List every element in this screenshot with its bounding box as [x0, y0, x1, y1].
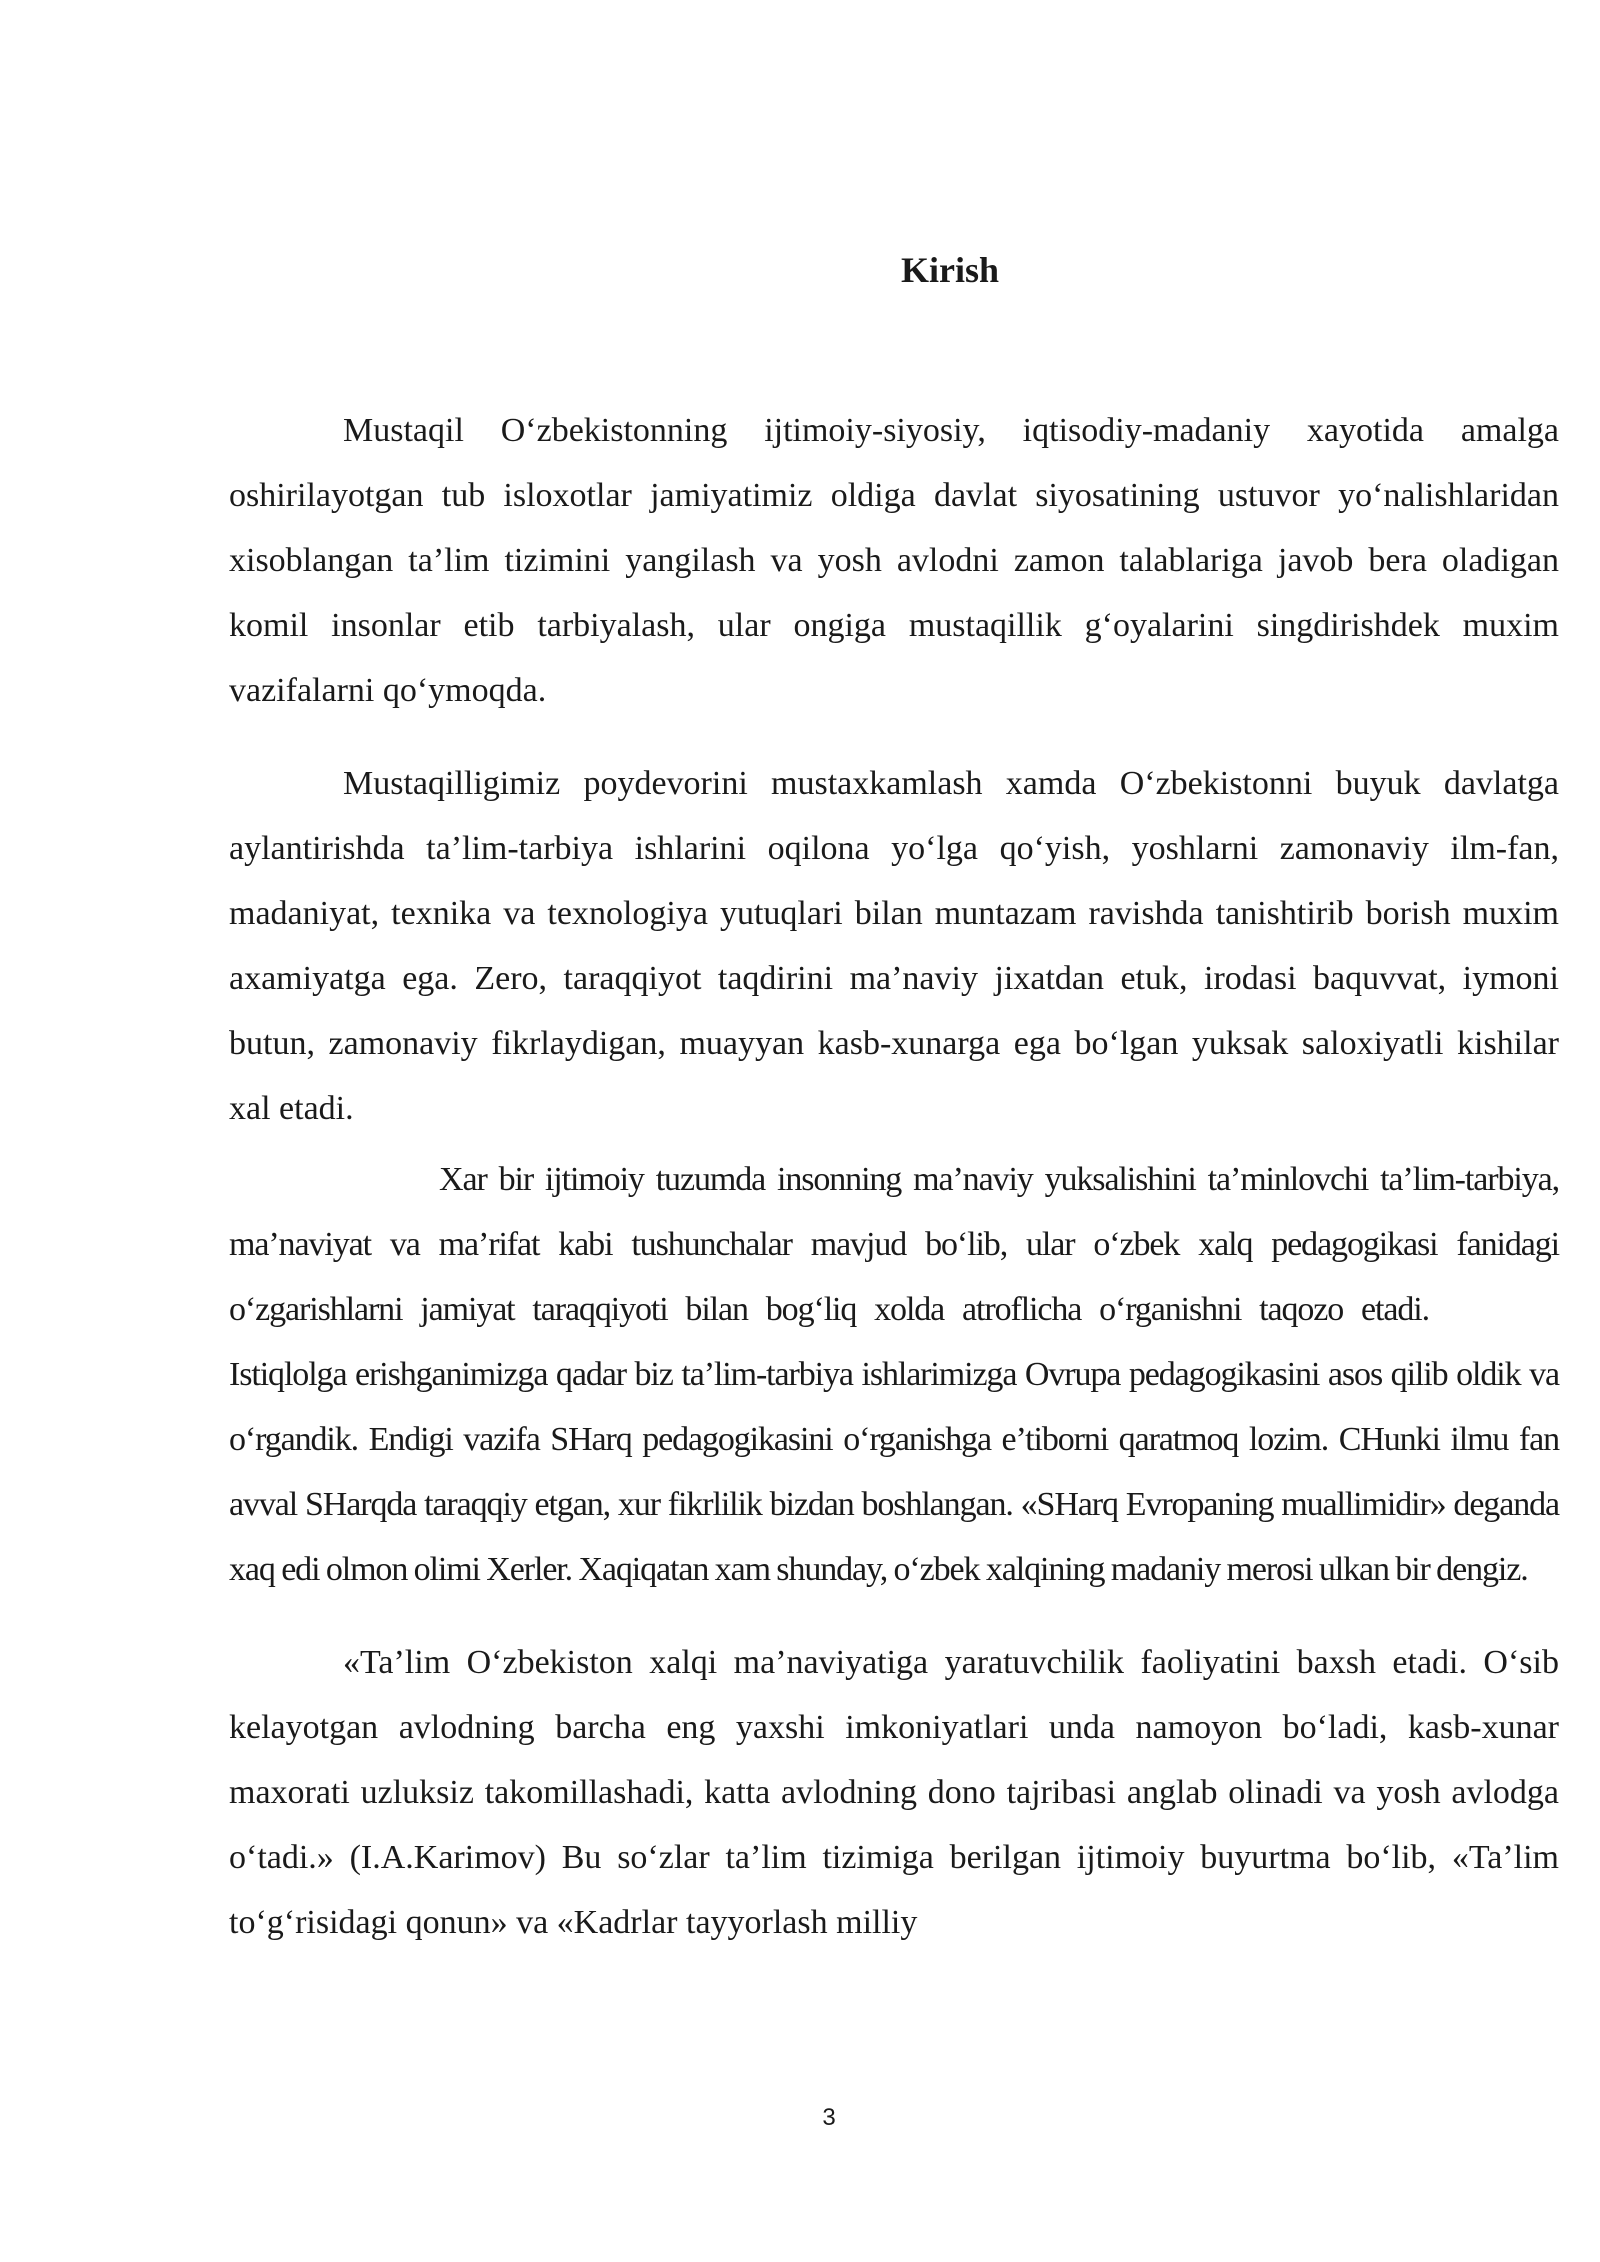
paragraph-social-system-text: Xar bir ijtimoiy tuzumda insonning ma’naviy yuksalishini ta’minlovchi ta’lim-tarbiya, ma’naviyat va ma’rifat kabi tushunchalar mavjud bo‘lib, ular o‘zbek xalq pedagogikasi fanidagi o‘zgarishlarni jamiyat taraqqiyoti bilan bog‘liq xolda atroflicha o‘rganishni taqozo etadi. [229, 1161, 1559, 1328]
paragraph-istiqlol-text: Istiqlolga erishganimizga qadar biz ta’lim-tarbiya ishlarimizga Ovrupa pedagogikasini asos qilib oldik va o‘rgandik. Endigi vazifa SHarq pedagogikasini o‘rganishga e’tiborni qaratmoq lozim. CHunki ilmu fan avval SHarqda taraqqiy etgan, xur fikrlilik bizdan boshlangan. «SHarq Evropaning muallimidir» deganda xaq edi olmon olimi Xerler. Xaqiqatan xam shunday, o‘zbek xalqining madaniy merosi ulkan bir dengiz. [229, 1356, 1559, 1588]
paragraph-spacer [229, 1602, 1559, 1630]
paragraph-intro: Mustaqil O‘zbekistonning ijtimoiy-siyosiy, iqtisodiy-madaniy xayotida amalga oshirilayotgan tub isloxotlar jamiyatimiz oldiga davlat siyosatining ustuvor yo‘nalishlaridan xisoblangan ta’lim tizimini yangilash va yosh avlodni zamon talablariga javob bera oladigan komil insonlar etib tarbiyalash, ular ongiga mustaqillik g‘oyalarini singdirishdek muxim vazifalarni qo‘ymoqda. [229, 412, 1559, 709]
body-text [229, 398, 1559, 1955]
paragraph-independence: Mustaqilligimiz poydevorini mustaxkamlash xamda O‘zbekistonni buyuk davlatga aylantirishda ta’lim-tarbiya ishlarini oqilona yo‘lga qo‘yish, yoshlarni zamonaviy ilm-fan, madaniyat, texnika va texnologiya yutuqlari bilan muntazam ravishda tanishtirib borish muxim axamiyatga ega. Zero, taraqqiyot taqdirini ma’naviy jixatdan etuk, irodasi baquvvat, iymoni butun, zamonaviy fikrlaydigan, muayyan kasb-xunarga ega bo‘lgan yuksak saloxiyatli kishilar xal etadi. [229, 765, 1559, 1127]
page-number: 3 [822, 2104, 836, 2131]
paragraph-quote: «Ta’lim O‘zbekiston xalqi ma’naviyatiga yaratuvchilik faoliyatini baxsh etadi. O‘sib kelayotgan avlodning barcha eng yaxshi imkoniyatlari unda namoyon bo‘ladi, kasb-xunar maxorati uzluksiz takomillashadi, katta avlodning dono tajribasi anglab olinadi va yosh avlodga o‘tadi.» (I.A.Karimov) Bu so‘zlar ta’lim tizimiga berilgan ijtimoiy buyurtma bo‘lib, «Ta’lim to‘g‘risidagi qonun» va «Kadrlar tayyorlash milliy [229, 1644, 1559, 1941]
section-title: Kirish [900, 250, 999, 290]
paragraph-social-system [229, 1147, 1559, 1602]
